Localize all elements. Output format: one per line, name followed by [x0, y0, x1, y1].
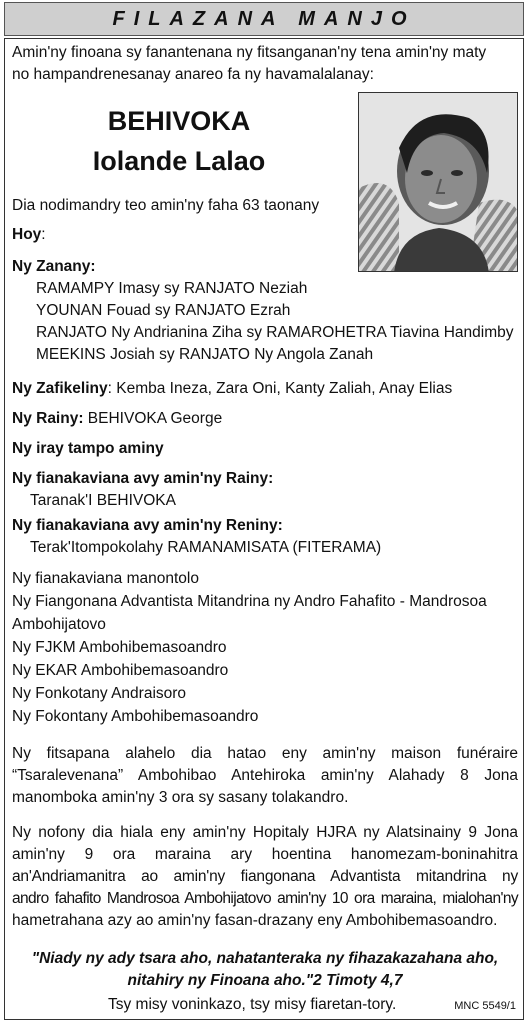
church-line-cont: Ambohijatovo: [12, 616, 106, 633]
grandchildren-line: [12, 378, 452, 400]
mother-family-value: Terak'Itompokolahy RAMANAMISATA (FITERAMA): [30, 539, 382, 556]
deceased-given-names: Iolande Lalao: [92, 146, 266, 176]
church-line: Ny Fiangonana Advantista Mitandrina ny Andro Fahafito - Mandrosoa: [12, 593, 487, 610]
father-family-label: Ny fianakaviana avy amin'ny Rainy:: [12, 470, 274, 487]
funeral-line: an'Andriamanitra ao amin'ny fiangonana Advantista mitandrina ny: [12, 868, 518, 885]
spouse-line: [12, 224, 46, 246]
header-title: FILAZANA MANJO: [112, 7, 416, 30]
wake-line: Ny fitsapana alahelo dia hatao eny amin'ny maison funéraire: [12, 745, 518, 762]
closing-text: Tsy misy voninkazo, tsy misy fiaretan-tory.: [108, 996, 397, 1013]
deceased-photo: [358, 92, 518, 272]
grandchildren-value: : Kemba Ineza, Zara Oni, Kanty Zaliah, Anay Elias: [107, 380, 453, 397]
header-banner: [4, 2, 524, 36]
age-text: Dia nodimandry teo amin'ny faha 63 taonany: [12, 197, 320, 214]
wake-line: “Tsaralevenana” Ambohibao Antehiroka amin'ny Alahady 8 Jona: [12, 767, 518, 784]
funeral-paragraph: [12, 822, 518, 932]
ekar-line: Ny EKAR Ambohibemasoandro: [12, 662, 229, 679]
other-family-line: Ny fianakaviana manontolo: [12, 570, 199, 587]
mother-family-label: Ny fianakaviana avy amin'ny Reniny:: [12, 517, 283, 534]
portrait-image: [359, 93, 518, 272]
deceased-surname: BEHIVOKA: [107, 106, 251, 136]
wake-paragraph: [12, 743, 518, 809]
intro-line-2: no hampandrenesanay anareo fa ny havamalalanay:: [12, 66, 374, 83]
fjkm-line: Ny FJKM Ambohibemasoandro: [12, 639, 227, 656]
intro-line-1: Amin'ny finoana sy fanantenana ny fitsanganan'ny tena amin'ny maty: [12, 44, 487, 61]
reference-code: MNC 5549/1: [454, 1000, 516, 1012]
fokontany-line: Ny Fokontany Ambohibemasoandro: [12, 708, 259, 725]
quote-line-1: "Niady ny ady tsara aho, nahatanteraka ny fihazakazahana aho,: [31, 950, 499, 967]
funeral-line: hametrahana azy ao amin'ny fasan-drazany eny Ambohibemasoandro.: [12, 912, 498, 929]
quote-line-2: nitahiry ny Finoana aho."2 Timoty 4,7: [127, 972, 403, 989]
sibling-label: Ny iray tampo aminy: [12, 440, 164, 457]
child-line: MEEKINS Josiah sy RANJATO Ny Angola Zanah: [36, 346, 374, 363]
father-label: Ny Rainy:: [12, 410, 84, 427]
child-line: RANJATO Ny Andrianina Ziha sy RAMAROHETRA Tiavina Handimby: [36, 324, 514, 341]
spouse-colon: :: [41, 226, 46, 243]
wake-line: manomboka amin'ny 3 ora sy sasany tolakandro.: [12, 789, 349, 806]
grandchildren-label: Ny Zafikeliny: [12, 380, 108, 397]
child-line: YOUNAN Fouad sy RANJATO Ezrah: [36, 302, 291, 319]
father-value: BEHIVOKA George: [83, 410, 223, 427]
father-family-value: Taranak'I BEHIVOKA: [30, 492, 176, 509]
children-label: Ny Zanany:: [12, 258, 96, 275]
funeral-line: amin'ny 9 ora maraina ary hoentina hanomezam-boninahitra: [12, 846, 518, 863]
father-line: [12, 408, 222, 430]
spouse-label: Hoy: [12, 226, 42, 243]
funeral-line: Ny nofony dia hiala eny amin'ny Hopitaly HJRA ny Alatsinainy 9 Jona: [12, 824, 518, 841]
child-line: RAMAMPY Imasy sy RANJATO Neziah: [36, 280, 308, 297]
fonkotany-line: Ny Fonkotany Andraisoro: [12, 685, 187, 702]
funeral-line: andro fahafito Mandrosoa Ambohijatovo amin'ny 10 ora maraina, mialohan'ny: [12, 890, 518, 907]
